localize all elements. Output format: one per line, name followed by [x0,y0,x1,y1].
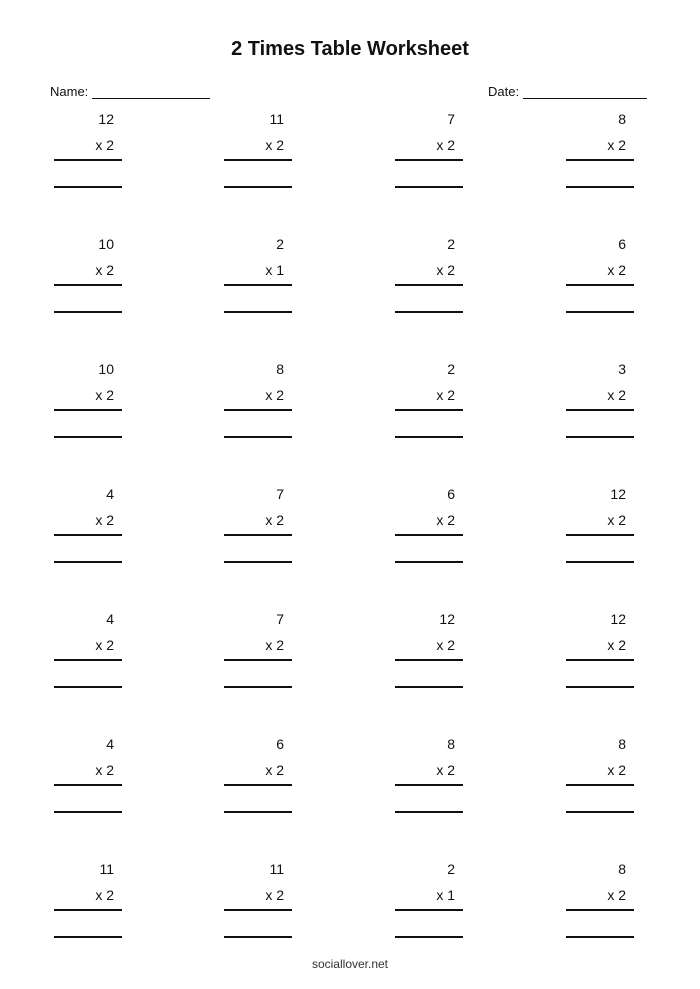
problem-operator-rule [566,409,634,411]
answer-blank-line [54,186,122,188]
date-blank-line [523,86,647,99]
answer-blank-line [395,436,463,438]
answer-blank-line [566,936,634,938]
problem-item [395,361,463,441]
problem-item [54,236,122,316]
problem-multiplicand: 12 [439,611,455,627]
answer-blank-line [54,936,122,938]
problem-multiplicand: 12 [610,486,626,502]
problem-multiplier: x 2 [607,137,626,153]
problem-operator-rule [54,784,122,786]
problem-multiplier: x 2 [95,762,114,778]
problem-item [224,736,292,816]
problem-operator-rule [54,284,122,286]
problem-item [224,111,292,191]
problem-item [395,861,463,941]
problem-multiplier: x 2 [265,137,284,153]
problem-multiplier: x 2 [436,637,455,653]
problem-operator-rule [54,534,122,536]
problem-multiplier: x 2 [436,762,455,778]
problem-multiplicand: 7 [276,486,284,502]
problem-item [224,236,292,316]
problem-multiplier: x 1 [265,262,284,278]
problem-multiplier: x 2 [436,262,455,278]
problem-multiplier: x 2 [265,887,284,903]
answer-blank-line [566,686,634,688]
problem-operator-rule [224,284,292,286]
problem-multiplier: x 2 [607,762,626,778]
problem-multiplicand: 7 [447,111,455,127]
answer-blank-line [224,186,292,188]
problem-operator-rule [395,659,463,661]
answer-blank-line [224,311,292,313]
problem-operator-rule [395,784,463,786]
problem-operator-rule [395,284,463,286]
problem-operator-rule [566,909,634,911]
problem-multiplier: x 2 [265,637,284,653]
problem-item [54,486,122,566]
problem-multiplicand: 2 [447,361,455,377]
problem-multiplier: x 2 [607,887,626,903]
answer-blank-line [54,561,122,563]
problem-multiplier: x 2 [436,512,455,528]
problem-operator-rule [224,534,292,536]
problem-operator-rule [54,159,122,161]
name-label: Name: [50,84,89,99]
problem-operator-rule [395,159,463,161]
answer-blank-line [54,686,122,688]
answer-blank-line [395,936,463,938]
problem-operator-rule [54,659,122,661]
problem-item [566,361,634,441]
problem-operator-rule [566,534,634,536]
problem-multiplicand: 7 [276,611,284,627]
problem-multiplicand: 6 [447,486,455,502]
problem-multiplicand: 2 [276,236,284,252]
problem-item [224,861,292,941]
problem-operator-rule [395,409,463,411]
problem-multiplier: x 2 [265,387,284,403]
problem-multiplicand: 8 [618,736,626,752]
answer-blank-line [395,811,463,813]
problem-multiplier: x 2 [95,387,114,403]
problem-multiplier: x 2 [95,887,114,903]
problem-item [224,486,292,566]
problem-multiplicand: 12 [98,111,114,127]
problem-operator-rule [224,409,292,411]
problem-multiplicand: 8 [618,111,626,127]
problem-multiplicand: 10 [98,236,114,252]
answer-blank-line [566,436,634,438]
problem-item [224,611,292,691]
problem-item [395,486,463,566]
problem-multiplicand: 4 [106,486,114,502]
problem-multiplicand: 4 [106,736,114,752]
answer-blank-line [566,811,634,813]
problem-item [566,236,634,316]
answer-blank-line [566,311,634,313]
problem-multiplicand: 3 [618,361,626,377]
problem-multiplicand: 6 [618,236,626,252]
problem-multiplier: x 2 [436,137,455,153]
problem-multiplicand: 10 [98,361,114,377]
answer-blank-line [224,561,292,563]
problem-operator-rule [224,909,292,911]
problem-multiplier: x 2 [95,637,114,653]
problem-item [395,111,463,191]
date-field [488,84,647,99]
answer-blank-line [224,686,292,688]
problem-multiplier: x 2 [95,262,114,278]
answer-blank-line [395,561,463,563]
answer-blank-line [395,186,463,188]
answer-blank-line [54,811,122,813]
answer-blank-line [54,436,122,438]
problem-operator-rule [54,909,122,911]
problem-multiplier: x 2 [607,512,626,528]
problem-multiplicand: 8 [447,736,455,752]
problem-item [395,611,463,691]
problem-multiplicand: 2 [447,236,455,252]
problem-operator-rule [224,784,292,786]
problem-operator-rule [566,284,634,286]
problem-operator-rule [566,659,634,661]
problem-item [54,361,122,441]
problem-item [54,861,122,941]
answer-blank-line [395,311,463,313]
problem-item [54,736,122,816]
problem-operator-rule [566,159,634,161]
name-field [50,84,210,99]
problem-item [566,486,634,566]
problem-multiplier: x 1 [436,887,455,903]
problem-multiplicand: 2 [447,861,455,877]
problem-multiplier: x 2 [607,387,626,403]
date-label: Date: [488,84,520,99]
problem-multiplicand: 8 [276,361,284,377]
problem-item [395,236,463,316]
problem-operator-rule [224,659,292,661]
answer-blank-line [566,561,634,563]
problem-multiplicand: 4 [106,611,114,627]
problem-multiplier: x 2 [436,387,455,403]
problem-item [54,111,122,191]
worksheet-title: 2 Times Table Worksheet [231,38,469,60]
problem-multiplicand: 11 [99,861,114,877]
answer-blank-line [54,311,122,313]
problem-multiplier: x 2 [265,762,284,778]
problem-item [566,111,634,191]
answer-blank-line [566,186,634,188]
problem-multiplier: x 2 [607,637,626,653]
problem-multiplicand: 12 [610,611,626,627]
problem-multiplier: x 2 [607,262,626,278]
problem-item [395,736,463,816]
name-blank-line [92,86,210,99]
problem-multiplicand: 11 [269,861,284,877]
problem-item [566,861,634,941]
problem-multiplier: x 2 [95,137,114,153]
problem-operator-rule [566,784,634,786]
answer-blank-line [224,936,292,938]
problem-operator-rule [395,534,463,536]
problem-item [566,736,634,816]
problem-item [224,361,292,441]
problem-operator-rule [54,409,122,411]
problem-multiplier: x 2 [95,512,114,528]
problem-operator-rule [395,909,463,911]
problem-multiplicand: 6 [276,736,284,752]
problem-item [566,611,634,691]
problem-multiplicand: 11 [269,111,284,127]
problem-multiplicand: 8 [618,861,626,877]
answer-blank-line [224,811,292,813]
problem-item [54,611,122,691]
footer-credit: sociallover.net [311,957,389,971]
answer-blank-line [395,686,463,688]
problem-multiplier: x 2 [265,512,284,528]
problem-operator-rule [224,159,292,161]
answer-blank-line [224,436,292,438]
